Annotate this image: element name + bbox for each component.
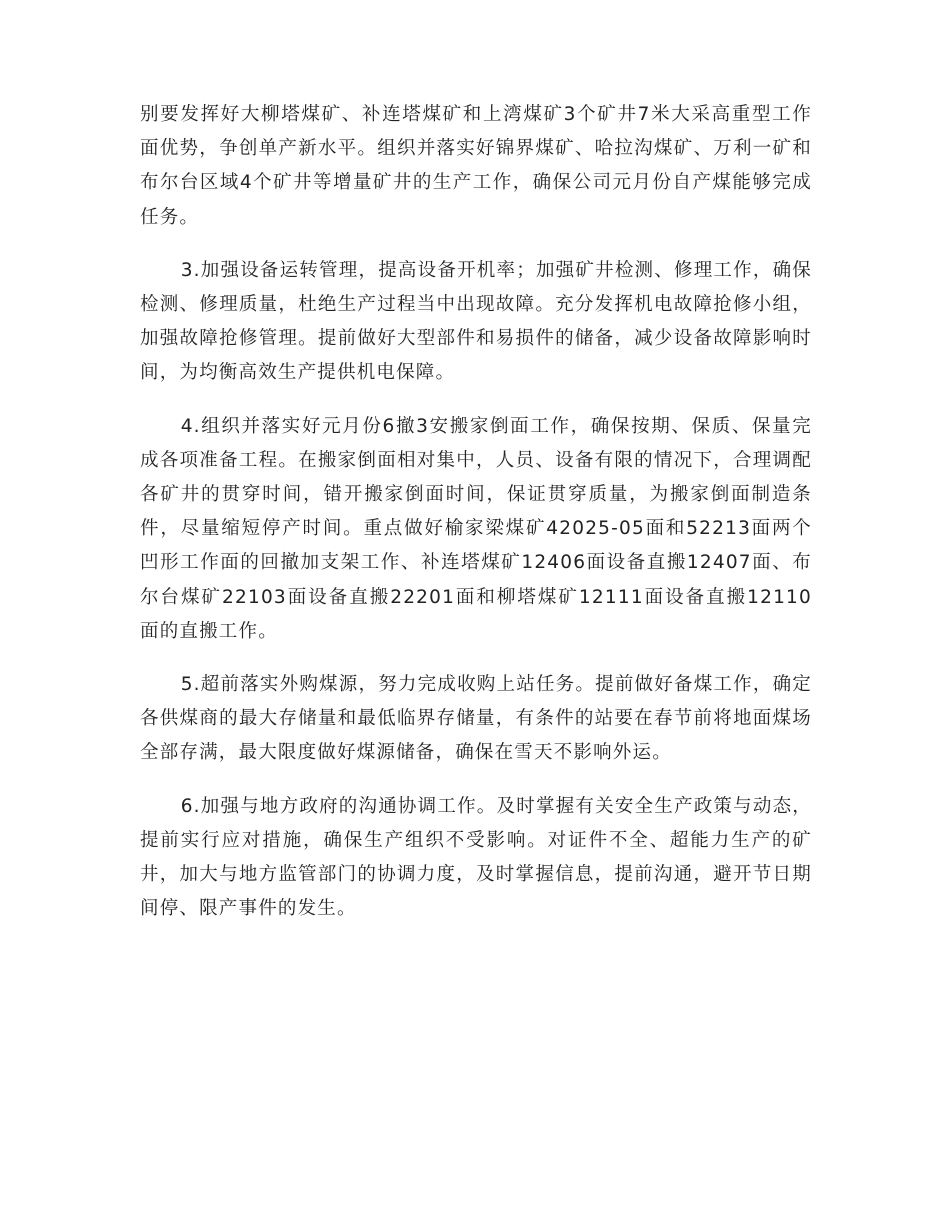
paragraph-item-5: 5.超前落实外购煤源，努力完成收购上站任务。提前做好备煤工作，确定各供煤商的最大存储量和最低临界存储量，有条件的站要在春节前将地面煤场全部存满，最大限度做好煤源储备，确保在雪天不影响外运。 bbox=[140, 674, 812, 764]
paragraph-continuation: 别要发挥好大柳塔煤矿、补连塔煤矿和上湾煤矿3个矿井7米大采高重型工作面优势，争创单产新水平。组织并落实好锦界煤矿、哈拉沟煤矿、万利一矿和布尔台区域4个矿井等增量矿井的生产工作，确保公司元月份自产煤能够完成任务。 bbox=[140, 104, 812, 228]
paragraph-item-3: 3.加强设备运转管理，提高设备开机率；加强矿井检测、修理工作，确保检测、修理质量，杜绝生产过程当中出现故障。充分发挥机电故障抢修小组，加强故障抢修管理。提前做好大型部件和易损件的储备，减少设备故障影响时间，为均衡高效生产提供机电保障。 bbox=[140, 259, 812, 384]
paragraph-item-4: 4.组织并落实好元月份6撤3安搬家倒面工作，确保按期、保质、保量完成各项准备工程。在搬家倒面相对集中，人员、设备有限的情况下，合理调配各矿井的贯穿时间，错开搬家倒面时间，保证贯穿质量，为搬家倒面制造条件，尽量缩短停产时间。重点做好榆家梁煤矿42025-05面和52213面两个凹形工作面的回撤加支架工作、补连塔煤矿12406面设备直搬12407面、布尔台煤矿22103面设备直搬22201面和柳塔煤矿12111面设备直搬12110面的直搬工作。 bbox=[140, 415, 812, 642]
document-page bbox=[140, 98, 812, 945]
paragraph-item-6: 6.加强与地方政府的沟通协调工作。及时掌握有关安全生产政策与动态，提前实行应对措施，确保生产组织不受影响。对证件不全、超能力生产的矿井，加大与地方监管部门的协调力度，及时掌握信息，提前沟通，避开节日期间停、限产事件的发生。 bbox=[140, 795, 812, 920]
